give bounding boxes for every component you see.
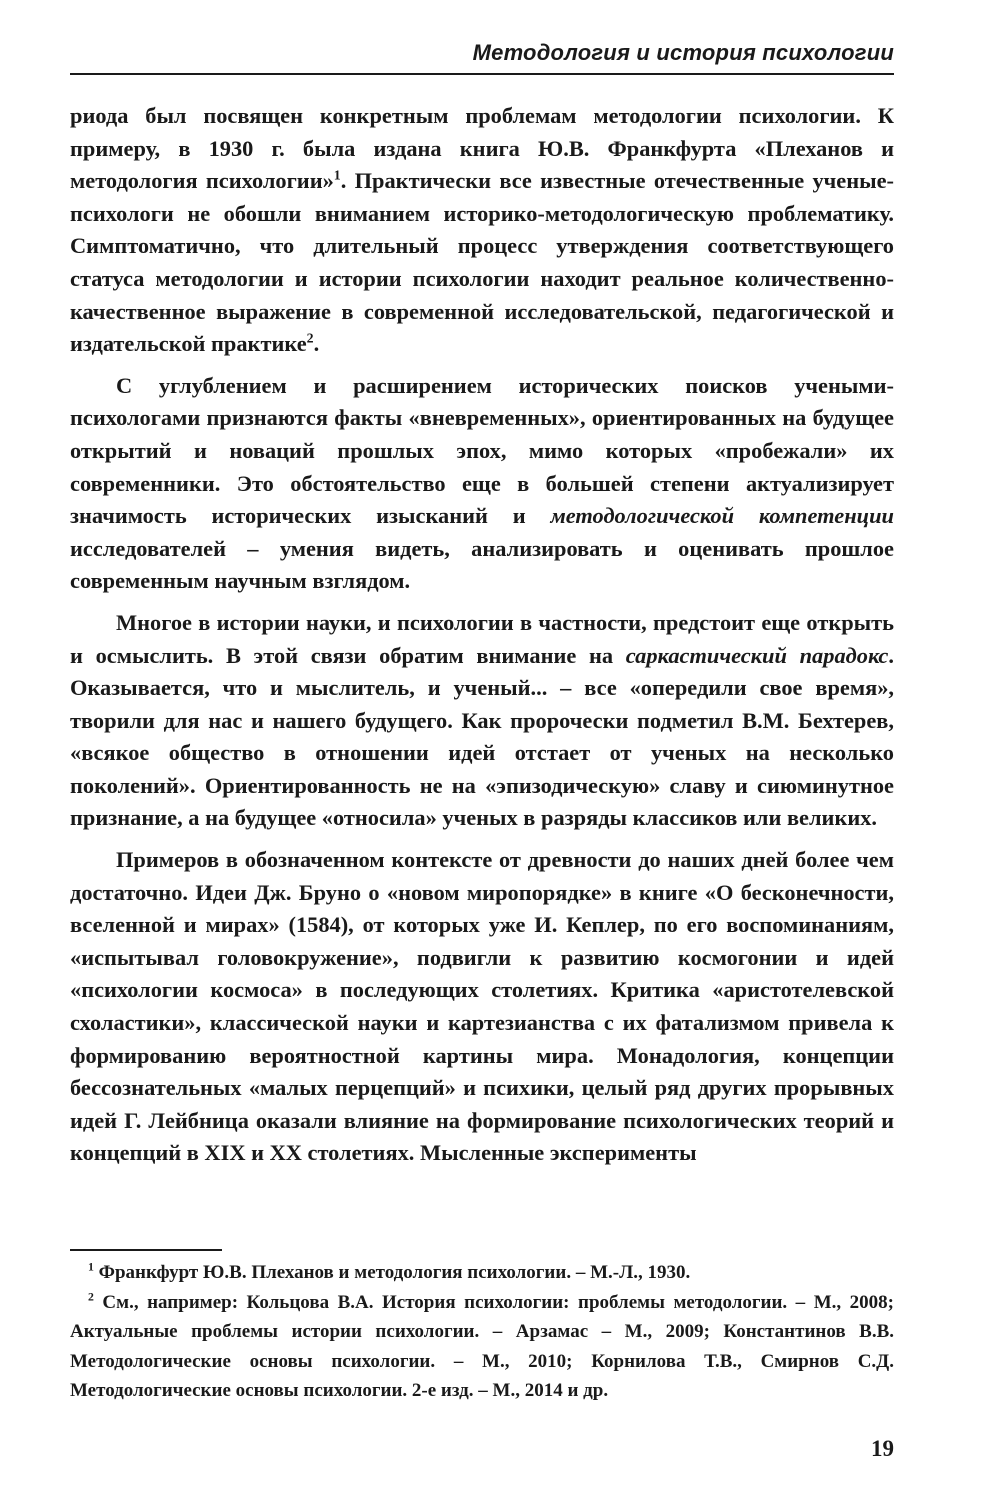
- footnote-ref-2: 2: [306, 331, 314, 347]
- footnote-1: [70, 1258, 894, 1288]
- footnote-mark: 1: [88, 1260, 94, 1274]
- footnote-ref-1: 1: [333, 168, 341, 184]
- page-number: 19: [871, 1436, 894, 1461]
- paragraph-1: [70, 100, 894, 361]
- paragraph-text: Многое в истории науки, и психологии в частности, предстоит еще открыть и осмыслить. В этой связи обратим внимание на: [70, 609, 894, 668]
- paragraph-text: . Оказывается, что и мыслитель, и ученый... – все «опередили свое время», творили для нас и нашего будущего. Как пророчески подметил В.М. Бехтерев, «всякое общество в отношении идей отстает от ученых на несколько поколений». Ориентированность не на «эпизодическую» славу и сиюминутное признание, а на будущее «относила» ученых в разряды классиков или великих.: [70, 642, 894, 831]
- footnote-mark: 2: [88, 1290, 94, 1304]
- emphasis-term: саркастический парадокс: [625, 642, 889, 668]
- paragraph-4: [70, 844, 894, 1170]
- footnote-text: Франкфурт Ю.В. Плеханов и методология психологии. – М.-Л., 1930.: [93, 1262, 691, 1283]
- paragraph-text: С углублением и расширением исторических поисков учеными-психологами признаются факты «вневременных», ориентированных на будущее открытий и новаций прошлых эпох, мимо которых «пробежали» их современники. Это обстоятельство еще в большей степени актуализирует значимость исторических изысканий и: [70, 372, 894, 529]
- footnote-rule: [70, 1249, 222, 1251]
- paragraph-3: [70, 607, 894, 835]
- paragraph-text: риода был посвящен конкретным проблемам методологии психологии. К примеру, в 1930 г. была издана книга Ю.В. Франкфурта «Плеханов и методология психологии»: [70, 103, 894, 194]
- paragraph-2: [70, 370, 894, 598]
- paragraph-text: . Практически все известные отечественные ученые-психологи не обошли вниманием историко-методологическую проблематику. Симптоматично, что длительный процесс утверждения соответствующего статуса методологии и истории психологии находит реальное количественно-качественное выражение в современной исследовательской, педагогической и издательской практике: [70, 168, 894, 357]
- paragraph-text: исследователей – умения видеть, анализировать и оценивать прошлое современным научным взглядом.: [70, 535, 894, 594]
- footnote-2: [70, 1288, 894, 1406]
- running-header: Методология и история психологии: [472, 40, 894, 65]
- paragraph-text: .: [313, 331, 320, 357]
- header-rule: [70, 73, 894, 75]
- footnote-text: См., например: Кольцова В.А. История психологии: проблемы методологии. – М., 2008; Актуальные проблемы истории психологии. – Арзамас – М., 2009; Константинов В.В. Методологические основы психологии. – М., 2010; Корнилова Т.В., Смирнов С.Д. Методологические основы психологии. 2-е изд. – М., 2014 и др.: [70, 1291, 894, 1401]
- paragraph-text: Примеров в обозначенном контексте от древности до наших дней более чем достаточно. Идеи Дж. Бруно о «новом миропорядке» в книге «О бесконечности, вселенной и мирах» (1584), от которых уже И. Кеплер, по его воспоминаниям, «испытывал головокружение», подвигли к развитию космогонии и идей «психологии космоса» в последующих столетиях. Критика «аристотелевской схоластики», классической науки и картезианства с их фатализмом привела к формированию вероятностной картины мира. Монадология, концепции бессознательных «малых перцепций» и психики, целый ряд других прорывных идей Г. Лейбница оказали влияние на формирование психологических теорий и концепций в XIX и XX столетиях. Мысленные эксперименты: [70, 847, 894, 1166]
- footnotes: [70, 1258, 894, 1406]
- book-page: [70, 0, 894, 1502]
- body-text: [70, 100, 894, 1179]
- emphasis-term: методологической компетенции: [550, 503, 894, 529]
